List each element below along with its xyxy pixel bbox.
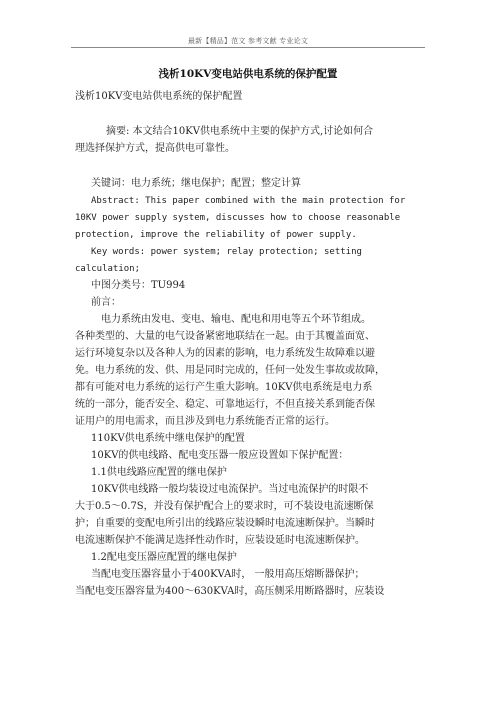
preface-heading: 前言： — [91, 297, 121, 308]
body-line: 电力系统由发电、变电、输电、配电和用电等五个环节组成。 — [101, 314, 371, 325]
subsection-heading: 1.1供电线路应配置的继电保护 — [91, 467, 227, 478]
body-line: 大于0.5～0.7S，并没有保护配合上的要求时，可不装设电流速断保 — [75, 501, 374, 512]
keywords-line: 关键词：电力系统；继电保护；配置；整定计算 — [91, 178, 301, 189]
document-title: 浅析10KV变电站供电系统的保护配置 — [158, 68, 338, 80]
body-line: 都有可能对电力系统的运行产生重大影响。10KV供电系统是电力系 — [75, 382, 373, 393]
english-abstract-line: 10KV power supply system, discusses how to choose reasonable — [75, 213, 401, 223]
abstract-line: 摘要: 本文结合10KV供电系统中主要的保护方式,讨论如何合 — [106, 126, 374, 137]
body-line: 免。电力系统的发、供、用是同时完成的，任何一处发生事故或故障， — [75, 365, 385, 376]
body-line: 各种类型的、大量的电气设备紧密地联结在一起。由于其覆盖面宽、 — [75, 331, 375, 342]
english-keywords-line: calculation; — [75, 264, 141, 274]
abstract-line: 理选择保护方式，提高供电可靠性。 — [75, 143, 235, 154]
english-keywords-line: Key words: power system; relay protection; setting — [91, 247, 362, 257]
body-line: 护；自重要的变配电所引出的线路应装设瞬时电流速断保护。当瞬时 — [75, 518, 375, 529]
body-line: 电流速断保护不能满足选择性动作时，应装设延时电流速断保护。 — [75, 535, 365, 546]
section-heading: 110KV供电系统中继电保护的配置 — [91, 433, 245, 444]
classification-line: 中图分类号：TU994 — [91, 280, 186, 291]
body-line: 证用户的用电需求，而且涉及到电力系统能否正常的运行。 — [75, 416, 335, 427]
body-line: 10KV的供电线路、配电变压器一般应设置如下保护配置： — [91, 450, 349, 461]
header-divider — [71, 47, 425, 48]
body-line: 当配电变压器容量为400～630KVA时，高压侧采用断路器时，应装设 — [75, 586, 385, 597]
subtitle-line: 浅析10KV变电站供电系统的保护配置 — [75, 91, 243, 102]
body-line: 运行环境复杂以及各种人为的因素的影响，电力系统发生故障难以避 — [75, 348, 375, 359]
body-line: 统的一部分，能否安全、稳定、可靠地运行，不但直接关系到能否保 — [75, 399, 375, 410]
subsection-heading: 1.2配电变压器应配置的继电保护 — [91, 552, 237, 563]
english-abstract-line: Abstract: This paper combined with the main protection for — [91, 196, 406, 206]
english-abstract-line: protection, improve the reliability of power supply. — [75, 230, 357, 240]
page-header: 最新【精品】范文 参考文献 专业论文 — [187, 37, 309, 45]
body-line: 10KV供电线路一般均装设过电流保护。当过电流保护的时限不 — [91, 484, 369, 495]
body-line: 当配电变压器容量小于400KVA时， 一般用高压熔断器保护； — [91, 569, 365, 580]
